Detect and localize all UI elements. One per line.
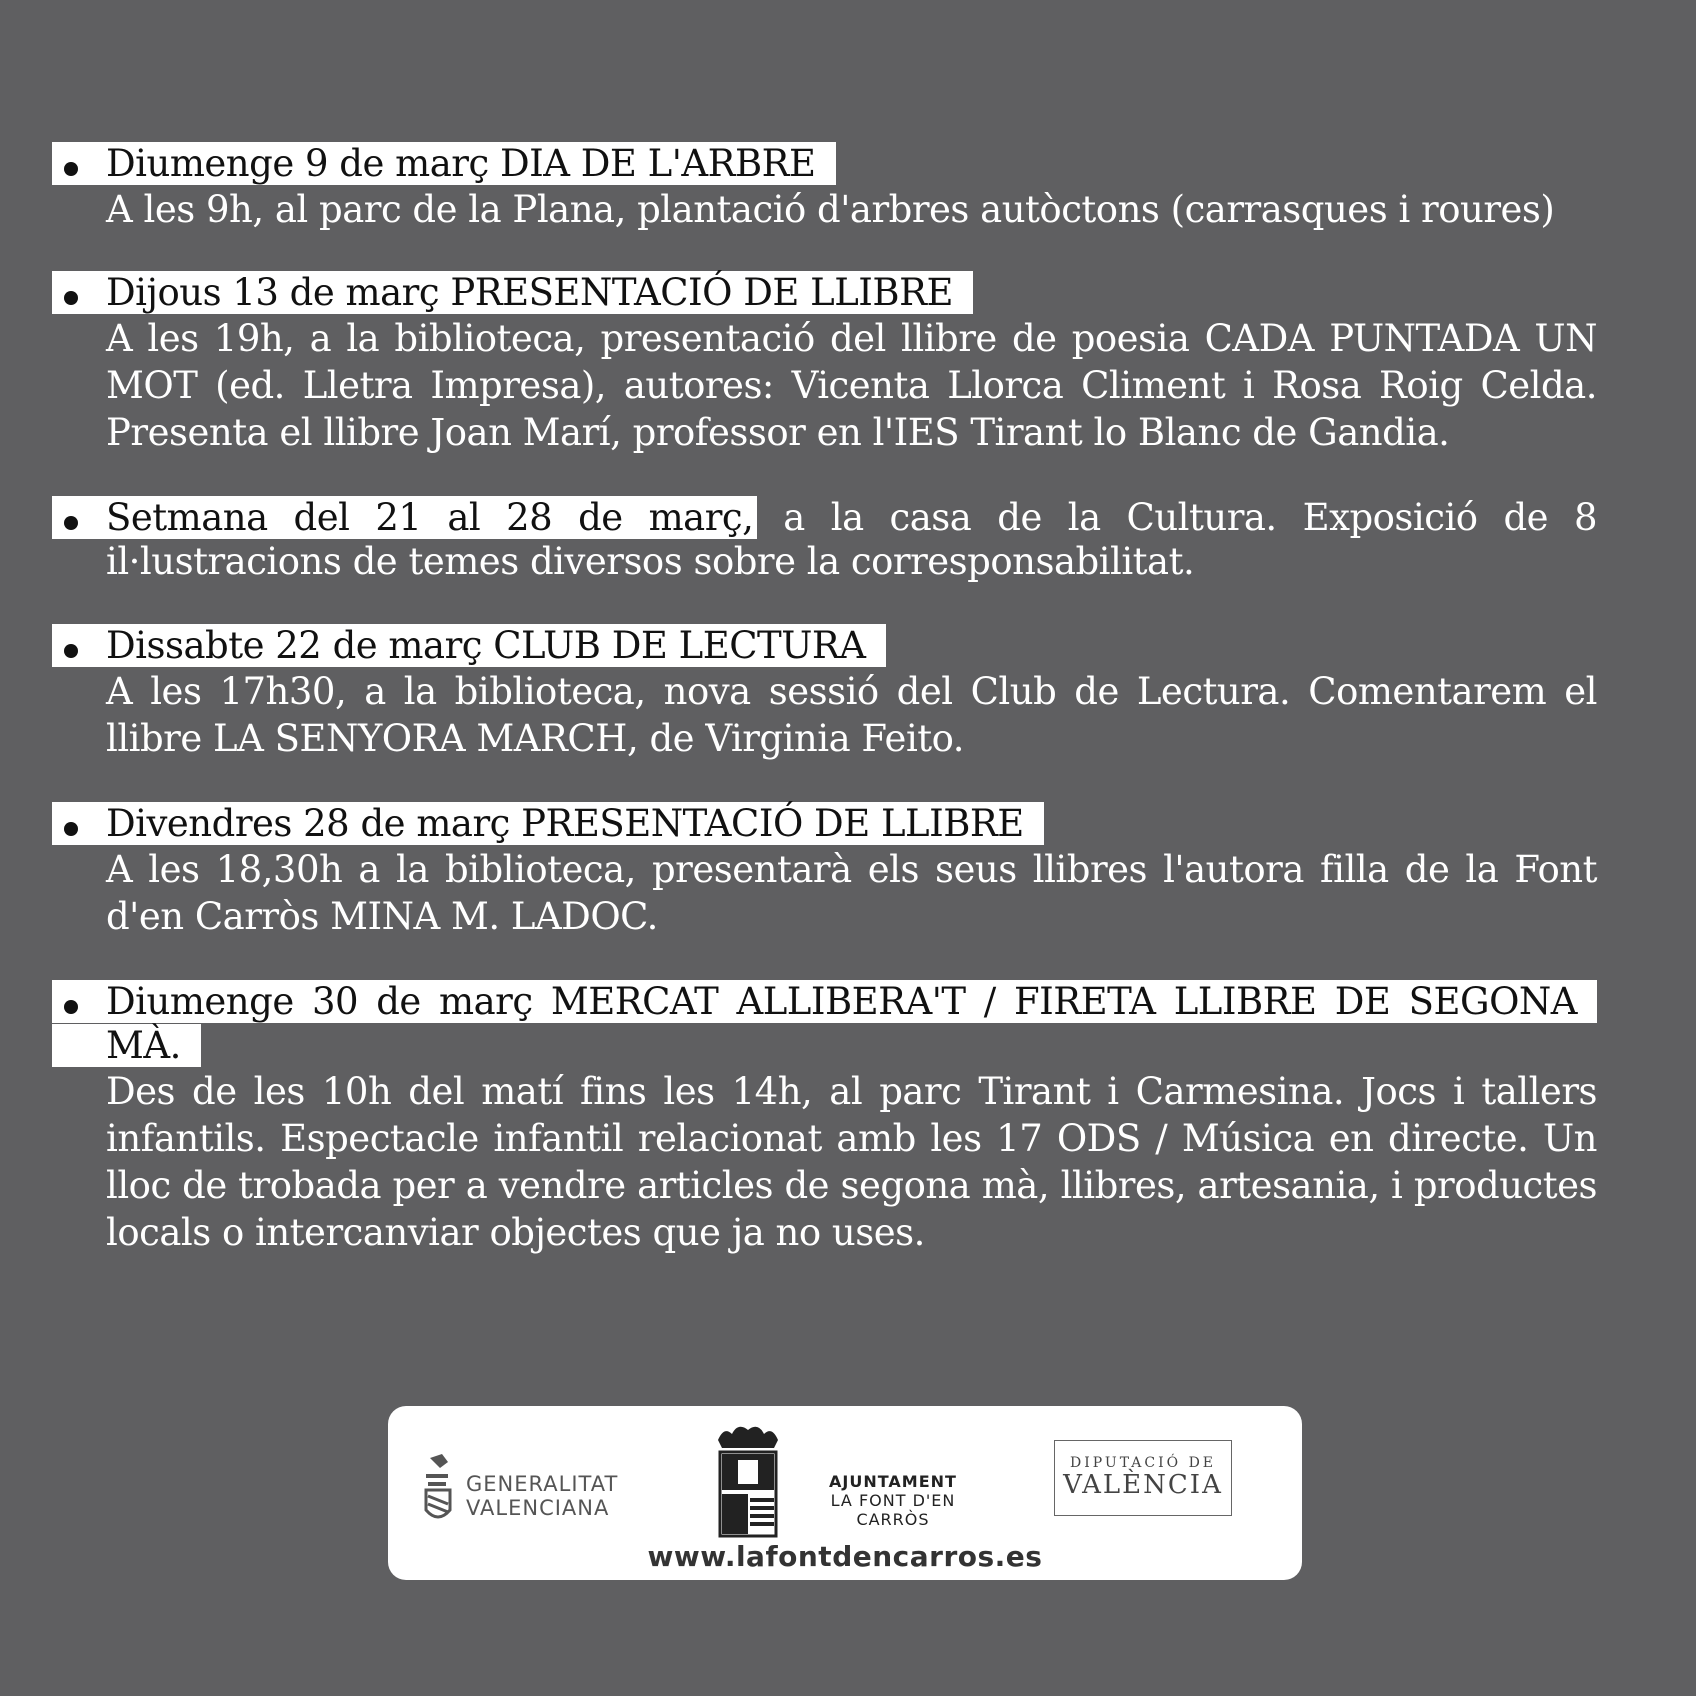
- event-item: [52, 980, 1597, 1256]
- bullet-icon: [64, 822, 78, 836]
- town-shield-icon: [712, 1420, 784, 1542]
- event-heading: Diumenge 9 de març DIA DE L'ARBRE: [52, 142, 836, 185]
- bullet-icon: [64, 644, 78, 658]
- event-body: A les 17h30, a la biblioteca, nova sessió del Club de Lectura. Comentarem el llibre LA SENYORA MARCH, de Virginia Feito.: [106, 670, 1597, 760]
- diputacio-logo: [1054, 1440, 1232, 1516]
- event-body: A les 9h, al parc de la Plana, plantació d'arbres autòctons (carrasques i roures): [106, 188, 1555, 231]
- event-heading: Dijous 13 de març PRESENTACIÓ DE LLIBRE: [52, 271, 973, 314]
- ajuntament-logo: [712, 1420, 992, 1544]
- generalitat-line1: GENERALITAT: [466, 1472, 619, 1496]
- event-body: Des de les 10h del matí fins les 14h, al parc Tirant i Carmesina. Jocs i tallers infantils. Espectacle infantil relacionat amb les 17 ODS / Música en directe. Un lloc de trobada per a vendre articles de segona mà, llibres, artesania, i productes locals o intercanviar objectes que ja no uses.: [106, 1070, 1597, 1254]
- generalitat-line2: VALENCIANA: [466, 1496, 610, 1520]
- bullet-icon: [64, 162, 78, 176]
- generalitat-logo: [422, 1454, 622, 1534]
- bullet-icon: [64, 516, 78, 530]
- sponsor-footer: [388, 1406, 1302, 1580]
- diputacio-line2: VALÈNCIA: [1063, 1470, 1223, 1500]
- bullet-icon: [64, 291, 78, 305]
- ajuntament-line1: AJUNTAMENT: [829, 1472, 957, 1491]
- event-item: [52, 271, 1597, 456]
- generalitat-emblem-icon: [422, 1454, 454, 1528]
- diputacio-line1: DIPUTACIÓ DE: [1069, 1455, 1217, 1471]
- event-heading: Setmana del 21 al 28 de març,: [52, 496, 757, 539]
- event-item: [52, 624, 1597, 762]
- website-link[interactable]: www.lafontdencarros.es: [647, 1540, 1043, 1573]
- event-body: A les 18,30h a la biblioteca, presentarà els seus llibres l'autora filla de la Font d'en Carròs MINA M. LADOC.: [106, 848, 1597, 938]
- bullet-icon: [64, 1000, 78, 1014]
- event-item: [52, 496, 1597, 584]
- event-item: [52, 142, 1597, 233]
- event-heading: Divendres 28 de març PRESENTACIÓ DE LLIBRE: [52, 802, 1044, 845]
- event-heading: Dissabte 22 de març CLUB DE LECTURA: [52, 624, 886, 667]
- event-list: [52, 142, 1597, 1296]
- event-body: a la casa de la Cultura. Exposició de 8 il·lustracions de temes diversos sobre la corresponsabilitat.: [106, 496, 1597, 583]
- event-heading: Diumenge 30 de març MERCAT ALLIBERA'T / FIRETA LLIBRE DE SEGONA MÀ.: [52, 980, 1597, 1067]
- event-body: A les 19h, a la biblioteca, presentació del llibre de poesia CADA PUNTADA UN MOT (ed. Lletra Impresa), autores: Vicenta Llorca Climent i Rosa Roig Celda. Presenta el llibre Joan Marí, professor en l'IES Tirant lo Blanc de Gandia.: [106, 317, 1597, 454]
- ajuntament-line2: LA FONT D'EN CARRÒS: [830, 1491, 956, 1529]
- event-item: [52, 802, 1597, 940]
